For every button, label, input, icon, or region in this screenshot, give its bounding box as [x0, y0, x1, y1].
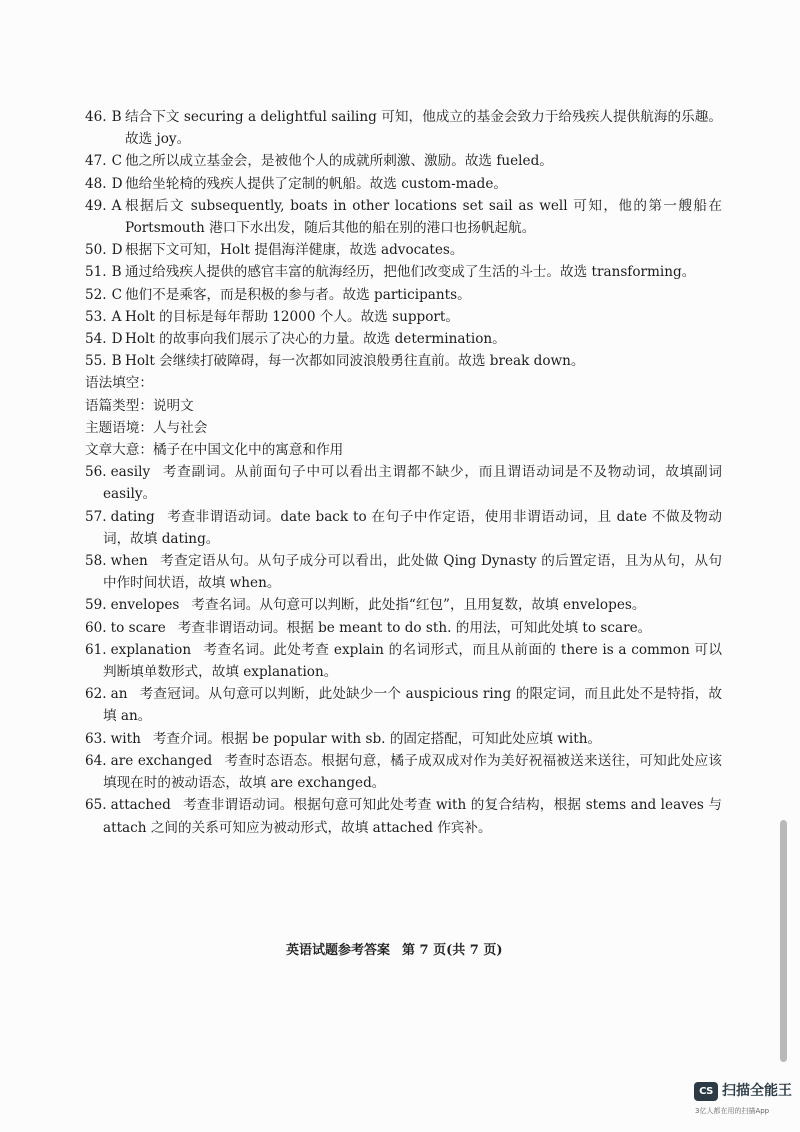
item-explanation: 根据下文可知，Holt 提倡海洋健康，故选 advocates。	[125, 242, 464, 259]
item-explanation: 考查副词。从前面句子中可以看出主谓都不缺少，而且谓语动词是不及物动词，故填副词 easily。	[103, 464, 722, 503]
item-explanation: 考查定语从句。从句子成分可以看出，此处做 Qing Dynasty 的后置定语，且为从句，从句中作时间状语，故填 when。	[103, 553, 722, 592]
answer-item-65	[85, 794, 722, 838]
item-answer: C	[111, 286, 123, 303]
item-label	[85, 350, 125, 372]
item-number: 58.	[85, 553, 107, 570]
item-number: 55.	[85, 353, 107, 370]
item-answer: to scare	[110, 619, 166, 636]
scrollbar-thumb[interactable]	[780, 820, 787, 1062]
item-answer: when	[110, 553, 148, 570]
item-explanation: 他给坐轮椅的残疾人提供了定制的帆船。故选 custom-made。	[125, 175, 508, 192]
passage-type: 语篇类型：说明文	[85, 397, 194, 414]
item-number: 59.	[85, 597, 107, 614]
item-number: 64.	[85, 752, 107, 769]
answer-item-54	[85, 328, 722, 350]
item-label	[85, 239, 125, 261]
item-answer: D	[111, 331, 123, 348]
watermark-tagline: 3亿人都在用的扫描App	[695, 1107, 770, 1115]
item-explanation: Holt 的故事向我们展示了决心的力量。故选 determination。	[125, 331, 506, 348]
item-number: 46.	[85, 109, 107, 125]
answer-item-48	[85, 173, 722, 195]
answer-item-61	[85, 639, 722, 683]
answer-item-62	[85, 683, 722, 727]
item-label	[85, 150, 125, 172]
item-answer: an	[110, 686, 128, 703]
item-explanation: 考查冠词。从句意可以判断，此处缺少一个 auspicious ring 的限定词，而且此处不是特指，故填 an。	[103, 686, 722, 725]
item-answer: A	[111, 197, 122, 214]
item-answer: D	[111, 175, 123, 192]
item-answer: with	[110, 730, 141, 747]
theme-context: 主题语境：人与社会	[85, 419, 208, 436]
item-explanation: 考查非谓语动词。date back to 在句子中作定语，使用非谓语动词，且 date 不做及物动词，故填 dating。	[103, 508, 722, 547]
item-answer: envelopes	[110, 597, 180, 614]
answer-item-58	[85, 550, 722, 594]
item-explanation: 根据后文 subsequently, boats in other locations set sail as well 可知，他的第一艘船在 Portsmouth 港口下水出发，随后其他的船在别的港口也扬帆起航。	[125, 197, 722, 237]
footer-title: 英语试题参考答案	[286, 943, 391, 958]
item-label	[85, 284, 125, 306]
answer-item-50	[85, 239, 722, 261]
item-label	[85, 106, 125, 128]
item-answer: B	[111, 264, 122, 281]
item-answer: dating	[110, 508, 155, 525]
watermark-brand: 扫描全能王	[722, 1083, 792, 1099]
item-number: 56.	[85, 464, 107, 481]
item-number: 63.	[85, 730, 107, 747]
item-explanation: 考查非谓语动词。根据 be meant to do sth. 的用法，可知此处填 to scare。	[177, 619, 652, 636]
answer-item-52	[85, 284, 722, 306]
answer-key-content	[85, 106, 722, 839]
item-explanation: 通过给残疾人提供的感官丰富的航海经历，把他们改变成了生活的斗士。故选 transforming。	[125, 264, 696, 281]
item-label	[85, 328, 125, 350]
item-number: 62.	[85, 686, 107, 703]
answer-item-59	[85, 594, 722, 616]
scanner-watermark	[694, 1081, 794, 1121]
item-answer: A	[111, 308, 122, 325]
item-number: 61.	[85, 641, 107, 658]
item-answer: D	[111, 242, 123, 259]
section-title: 语法填空：	[85, 375, 153, 392]
item-answer: easily	[110, 464, 151, 481]
answer-item-53	[85, 306, 722, 328]
answer-item-60	[85, 617, 722, 639]
item-explanation: 考查时态语态。根据句意，橘子成双成对作为美好祝福被送来送往，可知此处应该填现在时的被动语态，故填 are exchanged。	[103, 752, 722, 792]
item-explanation: 考查名词。此处考查 explain 的名词形式，而且从前面的 there is a common 可以判断填单数形式，故填 explanation。	[103, 641, 722, 681]
item-number: 57.	[85, 508, 107, 525]
item-explanation: 考查名词。从句意可以判断，此处指“红包”，且用复数，故填 envelopes。	[191, 597, 646, 614]
item-label	[85, 173, 125, 195]
page-footer	[286, 941, 503, 961]
item-number: 65.	[85, 797, 107, 814]
item-number: 49.	[85, 197, 107, 214]
answer-item-49	[85, 195, 722, 239]
item-explanation: 他们不是乘客，而是积极的参与者。故选 participants。	[125, 286, 471, 303]
item-answer: C	[111, 153, 123, 170]
item-explanation: 他之所以成立基金会，是被他个人的成就所刺激、激励。故选 fueled。	[125, 153, 553, 170]
item-answer: attached	[110, 797, 171, 814]
answer-item-47	[85, 150, 722, 172]
item-explanation: 考查介词。根据 be popular with sb. 的固定搭配，可知此处应填 with。	[152, 730, 602, 747]
answer-item-56	[85, 461, 722, 505]
item-number: 53.	[85, 308, 107, 325]
page-number: 第 7 页(共 7 页)	[402, 943, 503, 958]
item-label	[85, 306, 125, 328]
item-explanation: 结合下文 securing a delightful sailing 可知，他成立的基金会致力于给残疾人提供航海的乐趣。故选 joy。	[125, 109, 722, 148]
camscanner-logo-icon: CS	[694, 1082, 718, 1101]
item-number: 60.	[85, 619, 107, 636]
item-explanation: Holt 的目标是每年帮助 12000 个人。故选 support。	[125, 308, 459, 325]
item-number: 54.	[85, 331, 107, 348]
item-label	[85, 195, 125, 217]
item-answer: B	[111, 353, 122, 370]
answer-item-57	[85, 506, 722, 550]
answer-item-46	[85, 106, 722, 150]
answer-item-51	[85, 261, 722, 283]
item-number: 48.	[85, 175, 107, 192]
item-answer: explanation	[110, 641, 192, 658]
answer-item-55	[85, 350, 722, 372]
item-label	[85, 261, 125, 283]
item-answer: B	[111, 109, 122, 125]
item-answer: are exchanged	[110, 752, 213, 769]
item-explanation: 考查非谓语动词。根据句意可知此处考查 with 的复合结构，根据 stems and leaves 与 attach 之间的关系可知应为被动形式，故填 attached 作宾补。	[103, 797, 722, 836]
answer-item-63	[85, 728, 722, 750]
passage-summary: 文章大意：橘子在中国文化中的寓意和作用	[85, 442, 344, 459]
item-number: 47.	[85, 153, 107, 170]
item-explanation: Holt 会继续打破障碍，每一次都如同波浪般勇往直前。故选 break down。	[125, 353, 585, 370]
item-number: 52.	[85, 286, 107, 303]
answer-item-64	[85, 750, 722, 794]
item-number: 51.	[85, 264, 107, 281]
item-number: 50.	[85, 242, 107, 259]
